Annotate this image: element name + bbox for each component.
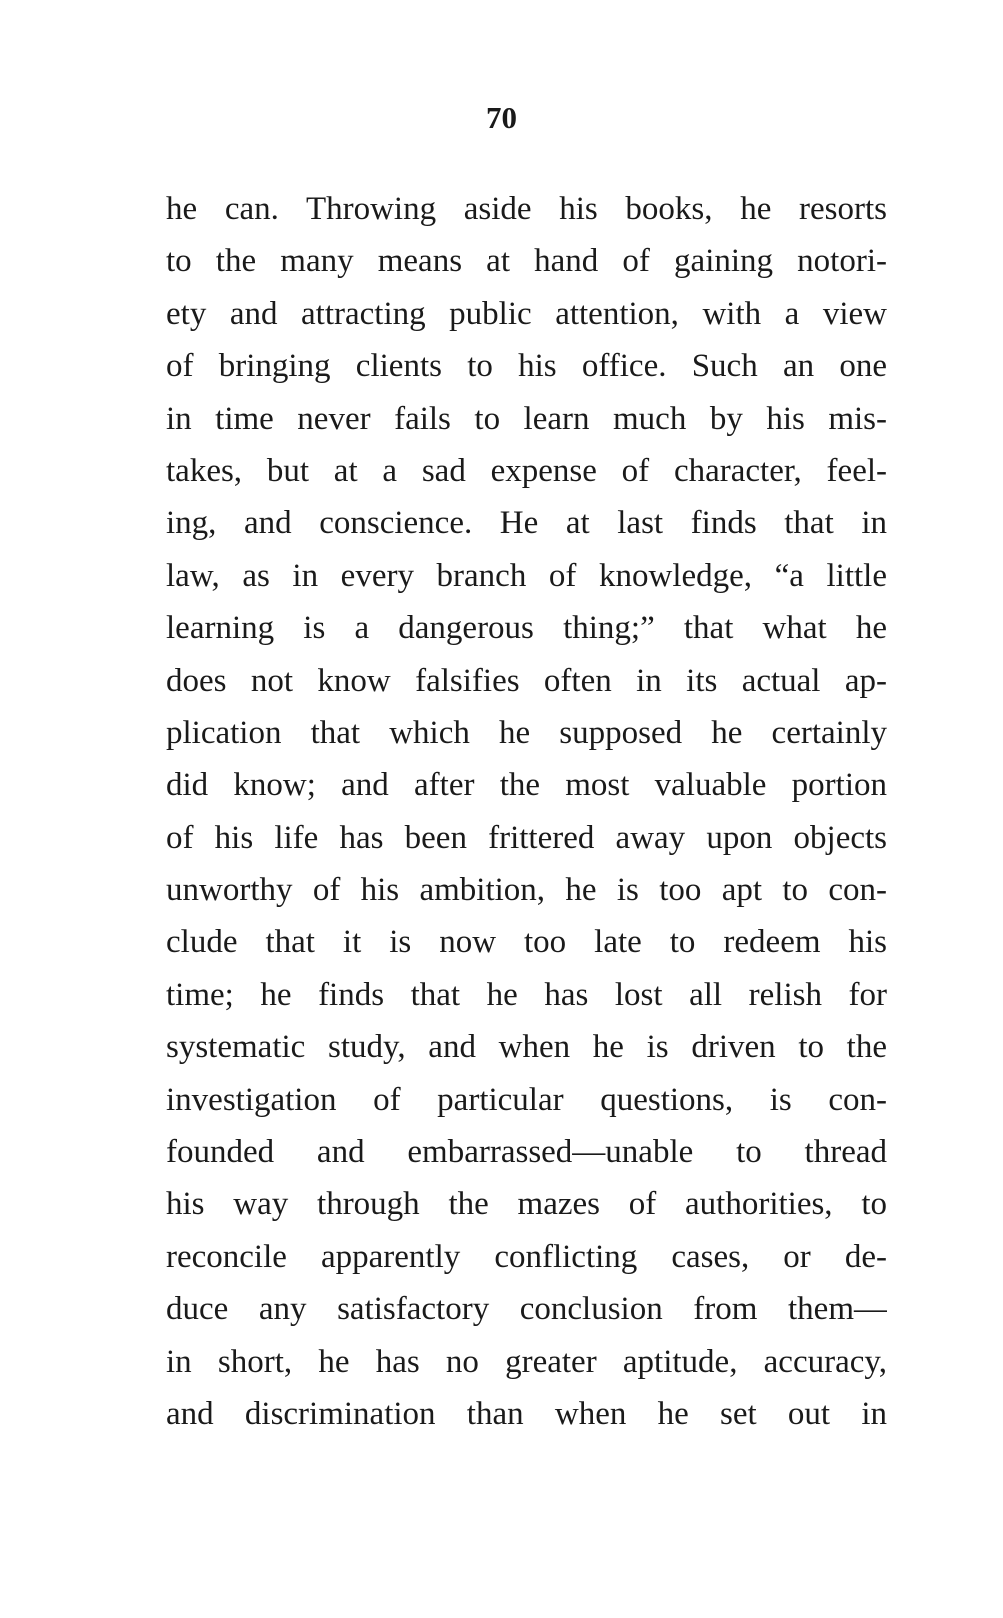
text-line: law, as in every branch of knowledge, “a little <box>166 557 887 594</box>
text-line: in time never fails to learn much by his mis- <box>166 400 887 437</box>
text-line: does not know falsifies often in its actual ap- <box>166 662 887 699</box>
text-line: plication that which he supposed he certainly <box>166 714 887 751</box>
text-line: systematic study, and when he is driven to the <box>166 1029 887 1066</box>
text-line: his way through the mazes of authorities, to <box>166 1186 887 1223</box>
text-line: and discrimination than when he set out in <box>166 1395 887 1432</box>
text-line: to the many means at hand of gaining notori- <box>166 243 887 280</box>
text-line: clude that it is now too late to redeem his <box>166 924 887 961</box>
text-line: ing, and conscience. He at last finds that in <box>166 505 887 542</box>
text-line: in short, he has no greater aptitude, accuracy, <box>166 1343 887 1380</box>
text-line: time; he finds that he has lost all relish for <box>166 976 887 1013</box>
body-text <box>166 183 887 1440</box>
text-line: duce any satisfactory conclusion from them— <box>166 1291 887 1328</box>
text-line: founded and embarrassed—unable to thread <box>166 1134 887 1171</box>
text-line: unworthy of his ambition, he is too apt to con- <box>166 872 887 909</box>
text-line: takes, but at a sad expense of character, feel- <box>166 452 887 489</box>
text-line: investigation of particular questions, is con- <box>166 1081 887 1118</box>
page-number: 70 <box>486 100 517 135</box>
text-line: he can. Throwing aside his books, he resorts <box>166 191 887 227</box>
text-line: did know; and after the most valuable portion <box>166 767 887 804</box>
text-line: of his life has been frittered away upon objects <box>166 819 887 856</box>
text-line: ety and attracting public attention, with a view <box>166 295 887 332</box>
text-line: of bringing clients to his office. Such an one <box>166 348 887 385</box>
text-line: learning is a dangerous thing;” that what he <box>166 610 887 647</box>
text-line: reconcile apparently conflicting cases, or de- <box>166 1238 887 1275</box>
